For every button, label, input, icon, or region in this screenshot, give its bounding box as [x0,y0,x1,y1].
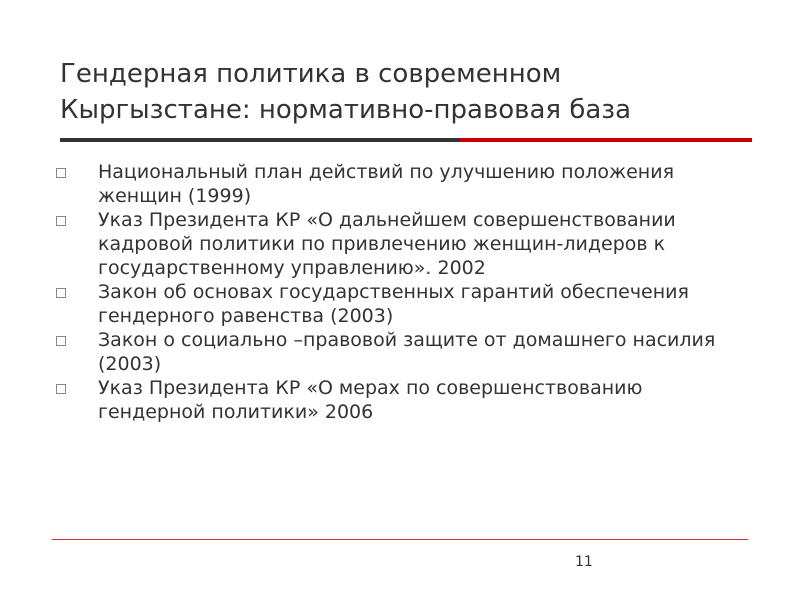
list-item [52,280,752,328]
footer-divider [52,539,748,540]
bullet-list [52,160,752,424]
square-bullet-icon [56,288,66,298]
list-item-text: Указ Президента КР «О дальнейшем совершенствовании кадровой политики по привлечению женщин-лидеров к государственному управлению». 2002 [98,209,676,279]
list-item-text: Закон об основах государственных гарантий обеспечения гендерного равенства (2003) [98,281,689,327]
list-item-text: Национальный план действий по улучшению положения женщин (1999) [98,161,674,207]
title-divider [60,138,752,142]
slide-title-line-2: Кыргызстане: нормативно-правовая база [60,95,632,125]
slide-title [60,56,760,128]
square-bullet-icon [56,336,66,346]
list-item [52,160,752,208]
slide-title-line-1: Гендерная политика в современном [60,59,562,89]
list-item [52,328,752,376]
title-divider-dark-segment [60,138,460,142]
list-item [52,208,752,280]
list-item-text: Указ Президента КР «О мерах по совершенствованию гендерной политики» 2006 [98,377,643,423]
page-number: 11 [575,554,593,570]
square-bullet-icon [56,168,66,178]
square-bullet-icon [56,216,66,226]
title-divider-red-segment [460,138,752,142]
list-item-text: Закон о социально –правовой защите от домашнего насилия (2003) [98,329,716,375]
list-item [52,376,752,424]
square-bullet-icon [56,384,66,394]
